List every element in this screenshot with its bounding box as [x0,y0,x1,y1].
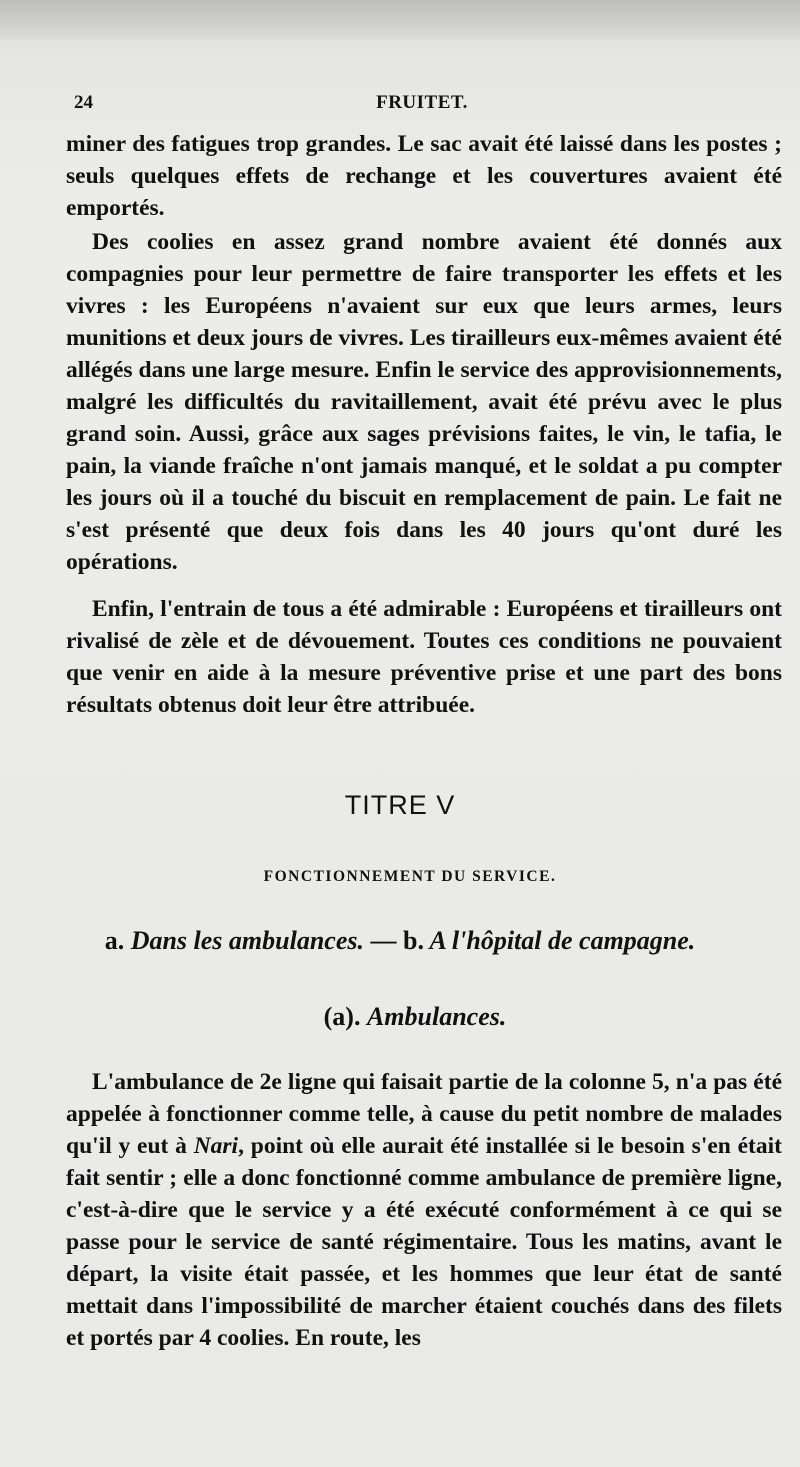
section-parts-line [0,926,800,956]
paragraph-4-end: , point où elle aurait été installée si le besoin s'en était fait sentir ; elle a donc fonctionné comme ambulance de première ligne, c'est-à-dire que le service y a été exécuté conformément à ce qui se passe pour le service de santé régimentaire. Tous les matins, avant le départ, la visite était passée, et les hommes que leur état de santé mettait dans l'impossibilité de marcher étaient couchés dans des filets et portés par 4 coolies. En route, les [66,1133,782,1351]
paragraph-2 [66,226,782,578]
paragraph-1 [66,128,782,224]
section-subtitle: FONCTIONNEMENT DU SERVICE. [263,868,557,885]
page-top-edge [0,0,800,40]
running-head [74,92,770,118]
paragraph-3-text: Enfin, l'entrain de tous a été admirable : Européens et tirailleurs ont rivalisé de zèle et de dévouement. Toutes ces conditions ne pouvaient que venir en aide à la mesure préventive prise et une part des bons résultats obtenus doit leur être attribuée. [66,596,782,718]
part-a-label: a. [104,926,125,955]
section-title: TITRE V [344,790,456,820]
running-title: FRUITET. [376,92,468,113]
paragraph-1-text: miner des fatigues trop grandes. Le sac avait été laissé dans les postes ; seuls quelques effets de rechange et les couvertures avaient été emportés. [66,131,782,221]
part-a-text: Dans les ambulances. [130,926,364,955]
paragraph-4 [66,1066,782,1354]
paragraph-2-text: Des coolies en assez grand nombre avaient été donnés aux compagnies pour leur permettre de faire transporter les effets et les vivres : les Européens n'avaient sur eux que leurs armes, leurs munitions et deux jours de vivres. Les tirailleurs eux-mêmes avaient été allégés dans une large mesure. Enfin le service des approvisionnements, malgré les difficultés du ravitaillement, avait été prévu avec le plus grand soin. Aussi, grâce aux sages prévisions faites, le vin, le tafia, le pain, la viande fraîche n'ont jamais manqué, et le soldat a pu compter les jours où il a touché du biscuit en remplacement de pain. Le fait ne s'est présenté que deux fois dans les 40 jours qu'ont duré les opérations. [66,229,782,575]
paragraph-4-text [66,1066,782,1354]
paragraph-4-start: L'ambulance de 2e ligne qui faisait partie de la colonne 5, n'a pas été appelée à fonctionner comme telle, à cause du petit nombre de malades qu'il y eut à [66,1069,782,1159]
subsection-label: (a). [323,1002,361,1031]
place-name-nari: Nari [193,1133,239,1159]
part-b-text: A l'hôpital de campagne. [429,926,696,955]
subsection-title: Ambulances. [366,1002,507,1031]
part-b-label: b. [403,926,424,955]
page-number: 24 [74,92,93,113]
parts-dash: — [370,926,397,955]
paragraph-3 [66,593,782,721]
subsection-heading [0,1002,800,1032]
